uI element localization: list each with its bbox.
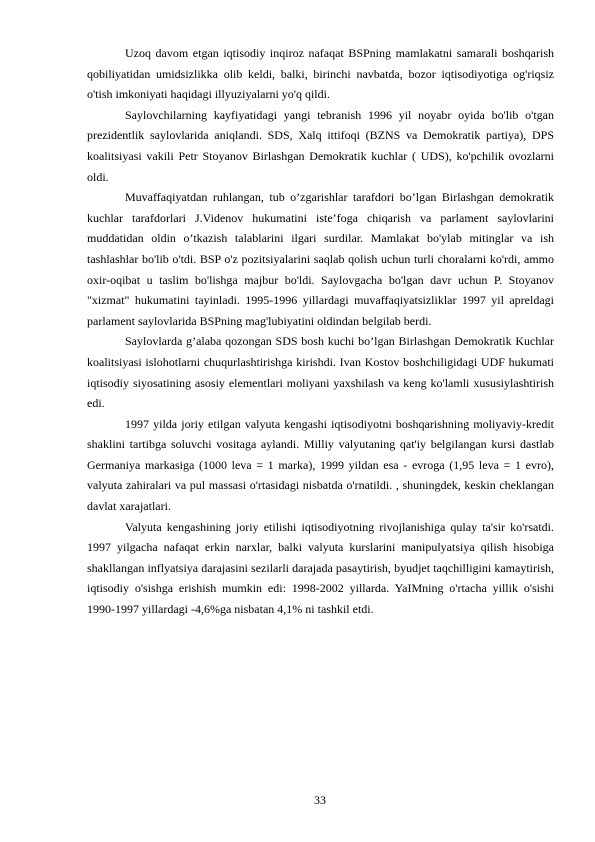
document-body: [87, 43, 554, 620]
paragraph-udf-demands: Muvaffaqiyatdan ruhlangan, tub o’zgarishlar tarafdori bo’lgan Birlashgan demokratik kuchlar tarafdorlari J.Videnov hukumatini iste’foga chiqarish va parlament saylovlarini muddatidan oldin o’tkazish talablarini ilgari surdilar. Mamlakat bo'ylab mitinglar va ish tashlashlar bo'lib o'tdi. BSP o'z pozitsiyalarini saqlab qolish uchun turli choralarni ko'rdi, ammo oxir-oqibat u taslim bo'lishga majbur bo'ldi. Saylovgacha bo'lgan davr uchun P. Stoyanov "xizmat" hukumatini tayinladi. 1995-1996 yillardagi muvaffaqiyatsizliklar 1997 yil apreldagi parlament saylovlarida BSPning mag'lubiyatini oldindan belgilab berdi.: [87, 190, 554, 328]
paragraph-currency-board-effects: Valyuta kengashining joriy etilishi iqtisodiyotning rivojlanishiga qulay ta'sir ko'rsatdi. 1997 yilgacha nafaqat erkin narxlar, balki valyuta kurslarini manipulyatsiya qilish hisobiga shakllangan inflyatsiya darajasini sezilarli darajada pasaytirish, byudjet taqchilligini kamaytirish, iqtisodiy o'sishga erishish mumkin edi: 1998-2002 yillarda. YaIMning o'rtacha yillik o'sishi 1990-1997 yillardagi -4,6%ga nisbatan 4,1% ni tashkil etdi.: [87, 519, 554, 617]
paragraph-udf-reforms: Saylovlarda g’alaba qozongan SDS bosh kuchi bo’lgan Birlashgan Demokratik Kuchlar koalitsiyasi islohotlarni chuqurlashtirishga kirishdi. Ivan Kostov boshchiligidagi UDF hukumati iqtisodiy siyosatining asosiy elementlari moliyani yaxshilash va keng ko'lamli xususiylashtirish edi.: [87, 334, 554, 411]
paragraph-presidential-elections: Saylovchilarning kayfiyatidagi yangi tebranish 1996 yil noyabr oyida bo'lib o'tgan prezidentlik saylovlarida aniqlandi. SDS, Xalq ittifoqi (BZNS va Demokratik partiya), DPS koalitsiyasi vakili Petr Stoyanov Birlashgan Demokratik kuchlar ( UDS), ko'pchilik ovozlarni oldi.: [87, 107, 554, 184]
page-number: 33: [314, 793, 326, 807]
paragraph-currency-board: 1997 yilda joriy etilgan valyuta kengashi iqtisodiyotni boshqarishning moliyaviy-kredit shaklini tartibga soluvchi vositaga aylandi. Milliy valyutaning qat'iy belgilangan kursi dastlab Germaniya markasiga (1000 leva = 1 marka), 1999 yildan esa - evroga (1,95 leva = 1 evro), valyuta zahiralari va pul massasi o'rtasidagi nisbatda o'rnatildi. , shuningdek, keskin cheklangan davlat xarajatlari.: [87, 416, 554, 514]
paragraph-economic-crisis: Uzoq davom etgan iqtisodiy inqiroz nafaqat BSPning mamlakatni samarali boshqarish qobiliyatidan umidsizlikka olib keldi, balki, birinchi navbatda, bozor iqtisodiyotiga og'riqsiz o'tish imkoniyati haqidagi illyuziyalarni yo'q qildi.: [87, 46, 554, 102]
